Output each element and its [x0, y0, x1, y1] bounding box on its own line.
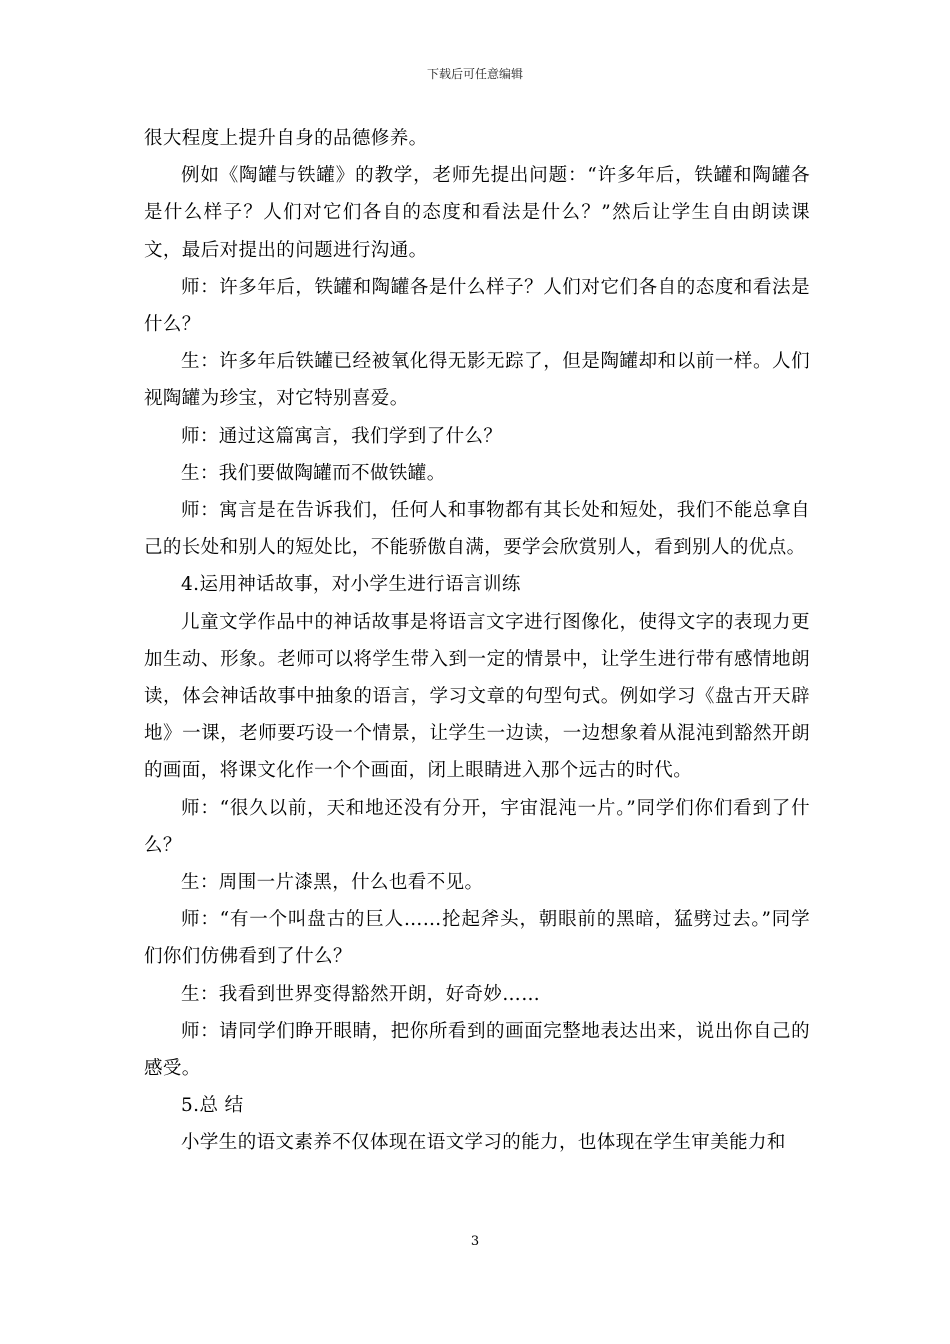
- dialogue-student-3: 生：周围一片漆黑，什么也看不见。: [181, 872, 484, 894]
- paragraph-2: 例如《陶罐与铁罐》的教学，老师先提出问题：“许多年后，铁罐和陶罐各是什么样子？人们对它们各自的态度和看法是什么？”然后让学生自由朗读课文，最后对提出的问题进行沟通。: [144, 165, 810, 261]
- dialogue-teacher-6: 师：请同学们睁开眼睛，把你所看到的画面完整地表达出来，说出你自己的感受。: [144, 1020, 810, 1080]
- dialogue-student-1: 生：许多年后铁罐已经被氧化得无影无踪了，但是陶罐却和以前一样。人们视陶罐为珍宝，对它特别喜爱。: [144, 351, 810, 410]
- dialogue-teacher-3: 师：寓言是在告诉我们，任何人和事物都有其长处和短处，我们不能总拿自己的长处和别人的短处比，不能骄傲自满，要学会欣赏别人，看到别人的优点。: [144, 500, 810, 559]
- dialogue-teacher-1: 师：许多年后，铁罐和陶罐各是什么样子？人们对它们各自的态度和看法是什么？: [144, 276, 810, 336]
- dialogue-teacher-5: 师：“有一个叫盘古的巨人……抡起斧头，朝眼前的黑暗，猛劈过去。”同学们你们仿佛看到了什么？: [144, 909, 810, 968]
- dialogue-student-2: 生：我们要做陶罐而不做铁罐。: [181, 462, 446, 484]
- page-number: 3: [470, 1234, 480, 1249]
- section-heading-5: 5.总 结: [181, 1095, 244, 1117]
- paragraph-section-5: 小学生的语文素养不仅体现在语文学习的能力，也体现在学生审美能力和: [181, 1132, 786, 1154]
- section-heading-4: 4.运用神话故事，对小学生进行语言训练: [181, 574, 521, 596]
- paragraph-section-4: 儿童文学作品中的神话故事是将语言文字进行图像化，使得文字的表现力更加生动、形象。老师可以将学生带入到一定的情景中，让学生进行带有感情地朗读，体会神话故事中抽象的语言，学习文章的句型句式。例如学习《盘古开天辟地》一课，老师要巧设一个情景，让学生一边读，一边想象着从混沌到豁然开朗的画面，将课文化作一个个画面，闭上眼睛进入那个远古的时代。: [144, 611, 810, 782]
- paragraph-1: 很大程度上提升自身的品德修养。: [144, 128, 428, 149]
- dialogue-student-4: 生：我看到世界变得豁然开朗，好奇妙……: [181, 983, 541, 1005]
- document-body: [144, 120, 810, 1162]
- page-header: 下载后可任意编辑: [426, 67, 523, 81]
- dialogue-teacher-4: 师：“很久以前，天和地还没有分开，宇宙混沌一片。”同学们你们看到了什么？: [144, 797, 810, 856]
- dialogue-teacher-2: 师：通过这篇寓言，我们学到了什么？: [181, 425, 503, 447]
